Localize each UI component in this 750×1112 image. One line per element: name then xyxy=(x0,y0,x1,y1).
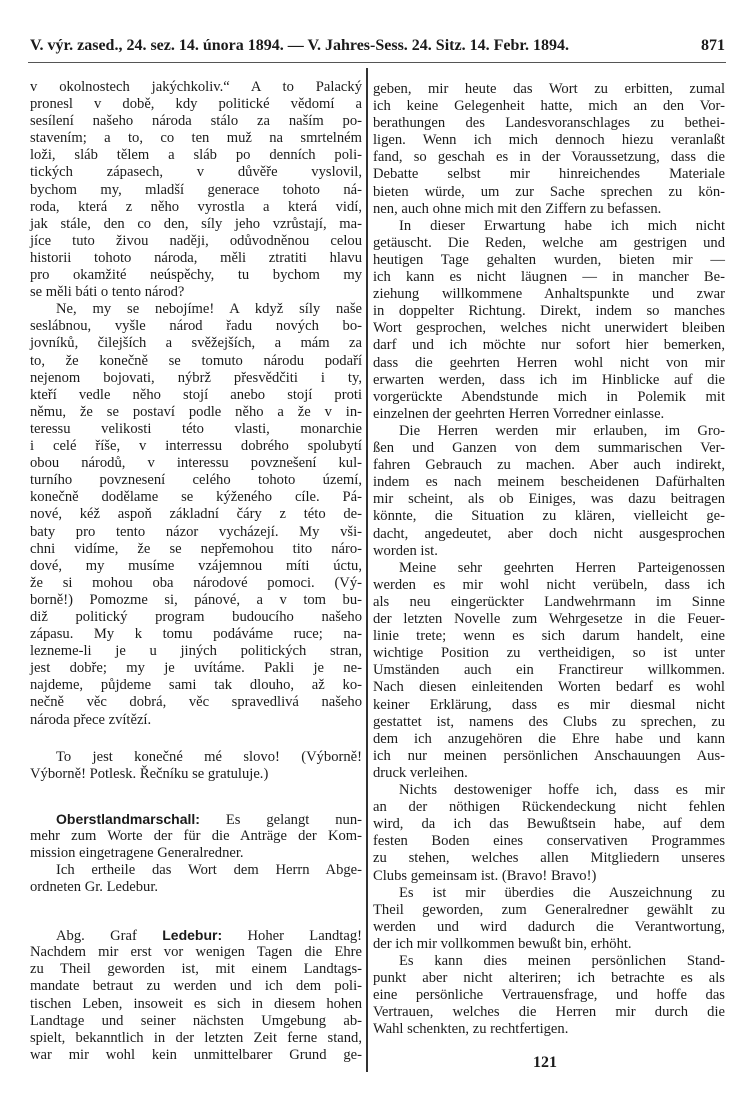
text-line: indem es nach meinem bescheidenen Dafürhalten xyxy=(373,474,725,491)
text-line: Vertrauen, welches die Herren mir durch die xyxy=(373,1004,725,1021)
text-line: ich nur meinen persönlichen Anschauungen Aus- xyxy=(373,747,725,764)
text-line: najdeme, půjdeme sami tak dlouho, až ko- xyxy=(30,677,362,694)
column-divider xyxy=(366,68,368,1072)
text-line: to, že konečně se tomuto národu podaří xyxy=(30,352,362,369)
paragraph xyxy=(373,885,725,953)
text-line: könnte, die Situation zu klären, vielleicht ge- xyxy=(373,508,725,525)
text-line: národa přece zvítězí. xyxy=(30,711,152,728)
paragraph xyxy=(30,301,362,728)
text-line: Nichts destoweniger hoffe ich, dass es mir xyxy=(399,782,725,799)
speaker-name: Oberstlandmarschall: xyxy=(56,810,200,827)
text-line: dass die geehrten Herren wohl nicht von mir xyxy=(373,354,725,371)
text-line: getäuscht. Die Reden, welche am gestrigen und xyxy=(373,234,725,251)
text-line: erwarten werden, dass ich im Hinblicke auf die xyxy=(373,371,725,388)
text-line: fand, so geschah es in der Voraussetzung, dass die xyxy=(373,149,725,166)
text-line: ich keine Gelegenheit hatte, mich an den Vor- xyxy=(373,98,725,115)
text-line: Umständen auch ein Franctireur willkommen. xyxy=(373,662,725,679)
paragraph xyxy=(373,218,725,423)
text-line: nejenom bojovati, nýbrž přesvědčiti i ty, xyxy=(30,369,362,386)
text-line: werden es mir wohl nicht verübeln, dass ich xyxy=(373,576,725,593)
text-line: pro okamžité neúspěchy, tu bychom my xyxy=(30,267,362,284)
text-line: nečně věc dobrá, věc spravedlivá našeho xyxy=(30,694,362,711)
text-line: pronesl v době, kdy politické vědomí a xyxy=(30,96,362,113)
text-line: der letzten Novelle zum Wehrgesetze in die Feuer- xyxy=(373,611,725,628)
text-line: Debatte selbst mir hinreichendes Materiale xyxy=(373,166,725,183)
text-line: berathungen des Landesvoranschlages zu bethei- xyxy=(373,115,725,132)
text-line: jak stále, den co den, síly jeho vzrůstají, ma- xyxy=(30,215,362,232)
text-line: Ne, my se nebojíme! A když síly naše xyxy=(56,301,362,318)
text-line: Theil geworden, zum Generalredner gewählt zu xyxy=(373,901,725,918)
text-line: heutigen Tage gehalten wurden, bieten mir — xyxy=(373,251,725,268)
text-line: že si mohou oba národové pomoci. (Vý- xyxy=(30,574,362,591)
text-line: bieten würde, um zur Sache sprechen zu kön- xyxy=(373,183,725,200)
text-line: darf und ich möchte nur sofort hier bemerken, xyxy=(373,337,725,354)
text-line: Nach diesen einleitenden Worten bedarf es wohl xyxy=(373,679,725,696)
text-line: Ich ertheile das Wort dem Herrn Abge- xyxy=(56,862,362,879)
text-line: geben, mir heute das Wort zu erbitten, zumal xyxy=(373,81,725,97)
line-text: Hoher Landtag! xyxy=(247,928,362,945)
text-line: seslábnou, vyšle národ řadu nových bo- xyxy=(30,318,362,335)
text-line: Nachdem mir erst vor wenigen Tagen die Ehre xyxy=(30,944,362,961)
text-line: obou národů, v interessu povznešení kul- xyxy=(30,455,362,472)
text-line: fahren Gebrauch zu machen. Aber auch indirekt, xyxy=(373,457,725,474)
text-line: punkt aber nicht alteriren; ich betrachte es als xyxy=(373,970,725,987)
text-line: jest dobře; my je uvítáme. Pakli je ne- xyxy=(30,660,362,677)
text-line: v okolnostech jakýchkoliv.“ A to Palacký xyxy=(30,79,362,95)
text-line: mandate betraut zu werden und ich dem poli- xyxy=(30,978,362,995)
text-line: mehr zum Worte der für die Anträge der Kom- xyxy=(30,827,362,844)
text-line: Landtage und seiner nächsten Umgebung ab- xyxy=(30,1012,362,1029)
paragraph xyxy=(30,862,362,896)
text-line xyxy=(30,811,362,828)
paragraph xyxy=(373,560,725,782)
text-line: als neu eingerückter Landwehrmann im Sinne xyxy=(373,593,725,610)
text-line: roda, která z něho vyrostla a která vidí, xyxy=(30,198,362,215)
text-line: nen, auch ohne mich mit den Ziffern zu befassen. xyxy=(373,200,662,217)
text-line: linie trete; wenn es sich darum handelt, eine xyxy=(373,628,725,645)
text-line: dové, my musíme vzájemnou míti úctu, xyxy=(30,557,362,574)
text-line: kteří vedle něho stojí anebo stojí proti xyxy=(30,386,362,403)
text-line: ligen. Wenn ich mich dennoch hiezu veranlaßt xyxy=(373,132,725,149)
paragraph xyxy=(373,953,725,1038)
text-line: Meine sehr geehrten Herren Parteigenossen xyxy=(399,559,725,576)
line-text: Es gelangt nun- xyxy=(225,811,362,828)
text-line: wird, da ich das Bewußtsein habe, auf dem xyxy=(373,816,725,833)
text-line: eine persönliche Vertrauensfrage, und hoffe das xyxy=(373,987,725,1004)
text-line: mission eingetragene Generalredner. xyxy=(30,845,244,862)
signature-mark: 121 xyxy=(533,1054,557,1071)
paragraph xyxy=(373,81,725,218)
text-line: lezneme-li je u jiných politických stran, xyxy=(30,643,362,660)
text-line: gestattet ist, namens des Clubs zu sprechen, zu xyxy=(373,713,725,730)
text-line: stavením; a to, co ten muž na smrtelném xyxy=(30,130,362,147)
text-line: jíce tuto živou naději, odůvodněnou celou xyxy=(30,232,362,249)
page-number: 871 xyxy=(701,37,725,54)
text-line: konečně dodělame se kýženého cíle. Pá- xyxy=(30,489,362,506)
text-line: zápasu. My k tomu podáváme ruce; na- xyxy=(30,626,362,643)
text-line: němu, že se postaví podle něho a že v in- xyxy=(30,403,362,420)
text-line: teressu velikosti této vlasti, monarchie xyxy=(30,420,362,437)
text-line: druck verleihen. xyxy=(373,764,468,781)
text-line: wichtige Position zu vertheidigen, so ist unter xyxy=(373,645,725,662)
text-line: bychom my, mladší generace tohoto ná- xyxy=(30,181,362,198)
text-line: spielt, bekanntlich in der letzten Zeit ferne stand, xyxy=(30,1029,362,1046)
text-line: Clubs gemeinsam ist. (Bravo! Bravo!) xyxy=(373,867,597,884)
text-line: Wahl schenkten, zu rechtfertigen. xyxy=(373,1021,569,1038)
text-line: zu Theil geworden ist, mit einem Landtags- xyxy=(30,961,362,978)
paragraph xyxy=(30,811,362,862)
text-line: Die Herren werden mir erlauben, im Gro- xyxy=(399,423,725,439)
text-line: Es kann dies meinen persönlichen Stand- xyxy=(399,953,725,970)
text-line: In dieser Erwartung habe ich mich nicht xyxy=(399,217,725,234)
text-line: loži, sláb tělem a sláb po denních poli- xyxy=(30,147,362,164)
text-line: dem ich anzugehören die Ehre habe und kann xyxy=(373,730,725,747)
text-line: historii tohoto národa, měli ztratiti hlavu xyxy=(30,249,362,266)
text-line: einzelnen der geehrten Herren Vorredner einlasse. xyxy=(373,405,665,422)
paragraph xyxy=(30,749,362,783)
paragraph xyxy=(30,79,362,301)
running-header xyxy=(30,37,725,59)
text-line xyxy=(30,927,362,944)
text-line: in doppelter Richtung. Direkt, indem so manches xyxy=(373,303,725,320)
text-line: diž politický program budoucího našeho xyxy=(30,608,362,625)
text-line: baty pro tento názor vycházejí. My vši- xyxy=(30,523,362,540)
paragraph xyxy=(30,927,362,1064)
text-line: vorgerückte Abendstunde mich in Polemik mit xyxy=(373,388,725,405)
text-line: ßen und Ganzen von dem summarischen Ver- xyxy=(373,440,725,457)
header-title: V. výr. zased., 24. sez. 14. února 1894. — V. Jahres-Sess. 24. Sitz. 14. Febr. 1894. xyxy=(30,37,569,54)
text-line: turního povznesení celého tohoto území, xyxy=(30,472,362,489)
text-line: zu stehen, welches allen Mitgliedern unseres xyxy=(373,850,725,867)
text-line: dacht, angedeutet, aber doch nicht ausgesprochen xyxy=(373,525,725,542)
text-line: werden und wird dadurch die Verantwortung, xyxy=(373,918,725,935)
text-line: festen Boden eines conservativen Programmes xyxy=(373,833,725,850)
speaker-title: Abg. Graf xyxy=(56,928,137,945)
paragraph xyxy=(373,782,725,885)
text-line: Es ist mir überdies die Auszeichnung zu xyxy=(399,884,725,901)
text-line: chni vidíme, že se nepřemohou tito náro- xyxy=(30,540,362,557)
text-line: ordneten Gr. Ledebur. xyxy=(30,879,159,896)
header-rule xyxy=(28,62,726,63)
text-line: se měli báti o tento národ? xyxy=(30,284,185,301)
text-line: ziehung willkommene Anhaltspunkte und zwar xyxy=(373,286,725,303)
text-line: jovníků, čilejších a svěžejších, a mám za xyxy=(30,335,362,352)
text-line: an der nöthigen Rückendeckung nicht fehlen xyxy=(373,799,725,816)
text-line: der ich mir vollkommen bewußt bin, erhöht. xyxy=(373,935,632,952)
text-line: mir scheint, als ob Einiges, was dazu beitragen xyxy=(373,491,725,508)
text-line: worden ist. xyxy=(373,542,438,559)
text-line: borně!) Pomozme si, pánové, a v tom bu- xyxy=(30,591,362,608)
text-line: i celé říše, v interressu dobrého spolubytí xyxy=(30,438,362,455)
text-line: To jest konečné mé slovo! (Výborně! xyxy=(56,749,362,766)
paragraph xyxy=(373,423,725,560)
text-line: tických zápasech, v důvěře vyslovil, xyxy=(30,164,362,181)
speaker-name: Ledebur: xyxy=(162,927,223,944)
text-line: nové, kéž aspoň základní čáry z této de- xyxy=(30,506,362,523)
text-line: Výborně! Potlesk. Řečníku se gratuluje.) xyxy=(30,766,269,783)
text-line: sesílení našeho národa stálo za naším po- xyxy=(30,113,362,130)
text-line: war mir wohl kein unmittelbarer Grund ge- xyxy=(30,1046,362,1063)
text-line: ich kann es nicht läugnen — in mancher Be- xyxy=(373,269,725,286)
text-line: keiner Erklärung, dass es mir diesmal nicht xyxy=(373,696,725,713)
text-line: Wort gesprochen, welches nicht unerwidert bleiben xyxy=(373,320,725,337)
text-line: tischen Leben, insoweit es sich in diesem hohen xyxy=(30,995,362,1012)
